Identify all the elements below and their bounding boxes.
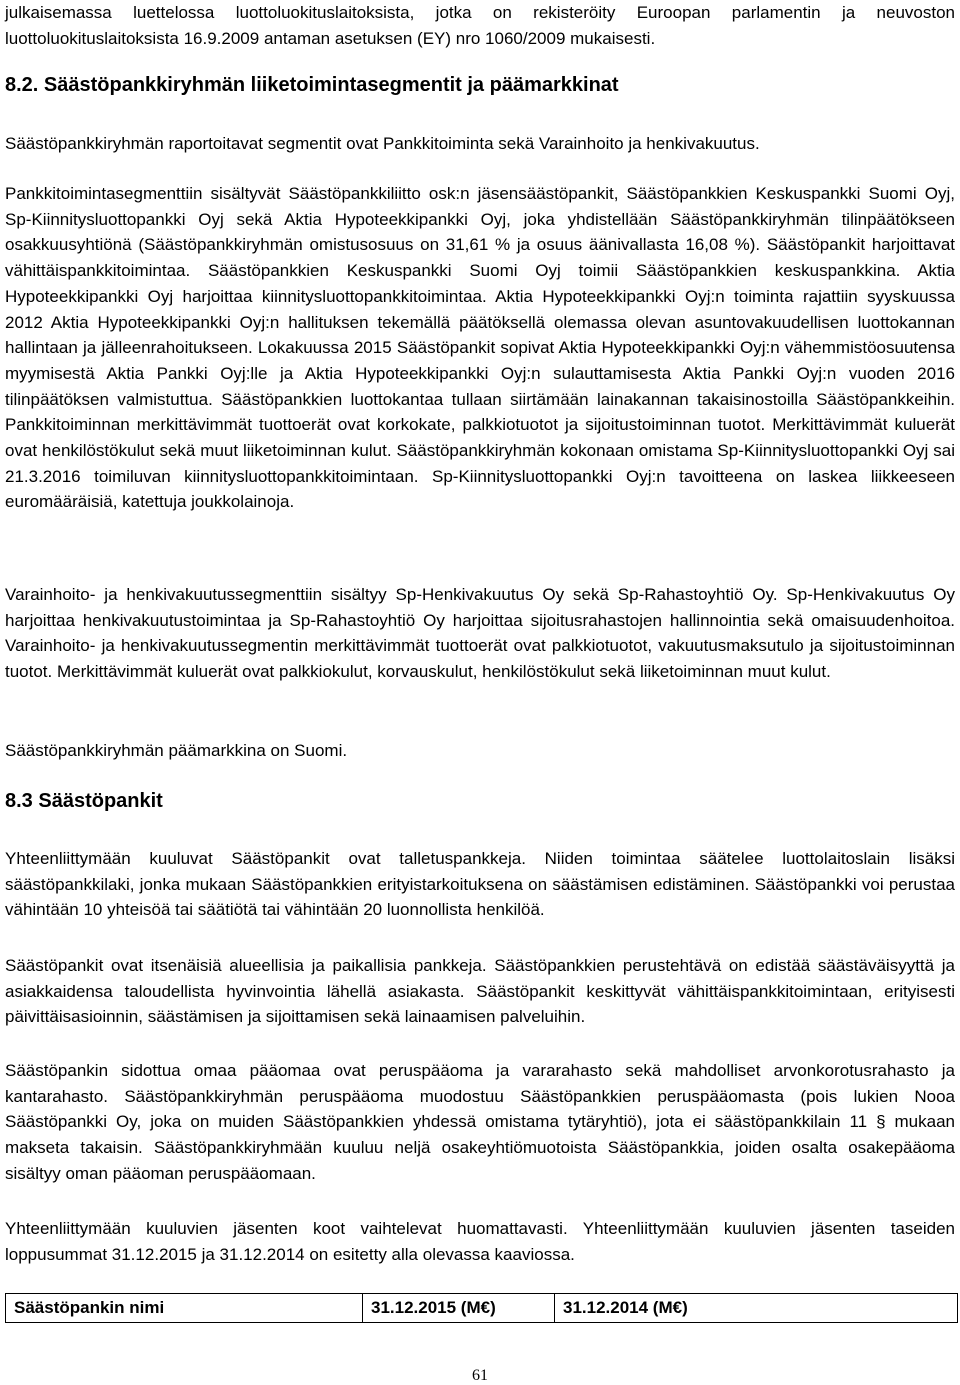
section-8-2-p3: Varainhoito- ja henkivakuutussegmenttiin sisältyy Sp-Henkivakuutus Oy sekä Sp-Rahastoyhtiö Oy. Sp-Henkivakuutus Oy harjoittaa henkivakuutustoimintaa ja Sp-Rahastoyhtiö Oy harjoittaa sijoitusrahastojen hallinnointia sekä omaisuudenhoitoa. Varainhoito- ja henkivakuutussegmentin merkittävimmät tuottoerät ovat palkkiotuotot, vakuutusmaksutulo ja sijoitustoiminnan tuotot. Merkittävimmät kuluerät ovat palkkiokulut, korvauskulut, henkilöstökulut sekä liiketoiminnan muut kulut. — [5, 585, 955, 682]
table-header-2015: 31.12.2015 (M€) — [363, 1294, 555, 1323]
section-8-3-p4: Yhteenliittymään kuuluvien jäsenten koot vaihtelevat huomattavasti. Yhteenliittymään kuuluvien jäsenten taseiden loppusummat 31.12.2015 ja 31.12.2014 on esitetty alla olevassa kaaviossa. — [5, 1219, 955, 1264]
section-8-2-p2: Pankkitoimintasegmenttiin sisältyvät Säästöpankkiliitto osk:n jäsensäästöpankit, Säästöpankkien Keskuspankki Suomi Oyj, Sp-Kiinnitysluottopankki Oyj sekä Aktia Hypoteekkipankki Oyj, joka yhdistellään Säästöpankkiryhmän tilinpäätökseen osakkuusyhtiönä (Säästöpankkiryhmän omistusosuus on 31,61 % ja osuus äänivallasta 16,08 %). Säästöpankit harjoittavat vähittäispankkitoimintaa. Säästöpankkien Keskuspankki Suomi Oyj toimii Säästöpankkien keskuspankkina. Aktia Hypoteekkipankki Oyj harjoittaa kiinnitysluottopankkitoimintaa. Aktia Hypoteekkipankki Oyj:n toiminta rajattiin syyskuussa 2012 Aktia Hypoteekkipankki Oyj:n hallituksen tekemällä päätöksellä olemassa olevan asuntovakuudellisen luottokannan hallintaan ja jälleenrahoitukseen. Lokakuussa 2015 Säästöpankit sopivat Aktia Hypoteekkipankki Oyj:n vähemmistöosuutensa myymisestä Aktia Pankki Oyj:lle ja Aktia Hypoteekkipankki Oyj:n sulauttamisesta Aktia Pankki Oyj:n vuoden 2016 tilinpäätöksen valmistuttua. Säästöpankkien luottokantaa tullaan siirtämään lainakannan takaisinostoilla Säästöpankkeihin. Pankkitoiminnan merkittävimmät tuottoerät ovat korkokate, palkkiotuotot ja sijoitustoiminnan tuotot. Merkittävimmät kuluerät ovat henkilöstökulut sekä muut liiketoiminnan kulut. Säästöpankkiryhmän kokonaan omistama Sp-Kiinnitysluottopankki Oyj sai 21.3.2016 toimiluvan kiinnitysluottopankkitoimintaan. Sp-Kiinnitysluottopankki Oyj:n tavoitteena on laskea liikkeeseen euromääräisiä, katettuja joukkolainoja. — [5, 184, 955, 512]
page-number: 61 — [472, 1367, 488, 1384]
section-8-3-p3: Säästöpankin sidottua omaa pääomaa ovat peruspääoma ja vararahasto sekä mahdolliset arvonkorotusrahasto ja kantarahasto. Säästöpankkiryhmän peruspääoma muodostuu Säästöpankkien peruspääomasta (pois lukien Nooa Säästöpankki Oy, joka on muiden Säästöpankkien yhdessä omistama tytäryhtiö), jota ei säästöpankkilain 11 § mukaan makseta takaisin. Säästöpankkiryhmään kuuluu neljä osakeyhtiömuotoista Säästöpankkia, joiden osalta osakepääoma sisältyy oman pääoman peruspääomaan. — [5, 1061, 955, 1183]
section-8-3-p2: Säästöpankit ovat itsenäisiä alueellisia ja paikallisia pankkeja. Säästöpankkien perustehtävä on edistää säästäväisyyttä ja asiakkaidensa taloudellista hyvinvointia lähellä asiakasta. Säästöpankit keskittyvät vähittäispankkitoimintaan, erityisesti päivittäisasioinnin, säästämisen ja sijoittamisen sekä lainaamisen palveluihin. — [5, 956, 955, 1027]
balance-table — [5, 1293, 958, 1323]
table-header-2014: 31.12.2014 (M€) — [555, 1294, 958, 1323]
section-8-3-heading: 8.3 Säästöpankit — [5, 790, 163, 812]
section-8-2-p4: Säästöpankkiryhmän päämarkkina on Suomi. — [5, 741, 348, 760]
section-8-3-p1: Yhteenliittymään kuuluvat Säästöpankit ovat talletuspankkeja. Niiden toimintaa säätelee luottolaitoslain lisäksi säästöpankkilaki, jonka mukaan Säästöpankkien erityistarkoituksena on säästämisen edistäminen. Säästöpankki voi perustaa vähintään 10 yhteisöä tai säätiötä tai vähintään 20 luonnollista henkilöä. — [5, 849, 955, 920]
section-8-2-p1: Säästöpankkiryhmän raportoitavat segmentit ovat Pankkitoiminta sekä Varainhoito ja henkivakuutus. — [5, 134, 760, 153]
section-8-2-heading: 8.2. Säästöpankkiryhmän liiketoimintasegmentit ja päämarkkinat — [5, 74, 619, 96]
table-header-name: Säästöpankin nimi — [6, 1294, 363, 1323]
intro-paragraph: julkaisemassa luettelossa luottoluokituslaitoksista, jotka on rekisteröity Euroopan parlamentin ja neuvoston luottoluokituslaitoksista 16.9.2009 antaman asetuksen (EY) nro 1060/2009 mukaisesti. — [5, 3, 955, 48]
table-header-row — [6, 1294, 958, 1323]
